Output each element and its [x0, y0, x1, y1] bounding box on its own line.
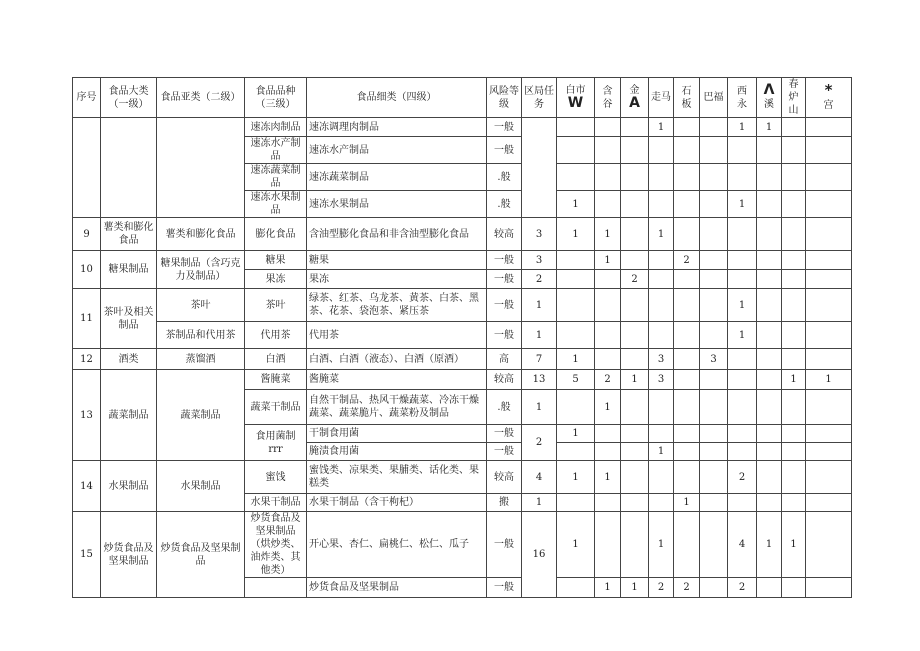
xiyong-cell: 1 — [728, 118, 757, 137]
risk-cell: .般 — [487, 164, 522, 191]
last-cell — [806, 494, 852, 512]
risk-cell: 搬 — [487, 494, 522, 512]
hangu-cell — [595, 425, 621, 443]
bafu-cell — [700, 370, 728, 390]
shiban-cell: 2 — [674, 251, 700, 270]
variety-cell: 代用茶 — [245, 322, 307, 349]
jin-cell — [621, 461, 649, 494]
bafu-cell — [700, 270, 728, 289]
shiban-cell — [674, 390, 700, 425]
last-cell — [806, 137, 852, 164]
zouma-cell: 3 — [649, 349, 674, 370]
jin-cell — [621, 494, 649, 512]
last-cell — [806, 218, 852, 251]
col-risk-level: 风险等级 — [487, 78, 522, 118]
seq-cell: 15 — [73, 512, 101, 598]
zouma-cell — [649, 191, 674, 218]
xiyong-cell — [728, 425, 757, 443]
hangu-cell — [595, 289, 621, 322]
zouma-cell: 3 — [649, 370, 674, 390]
bafu-cell — [700, 218, 728, 251]
chunlu-cell: 1 — [782, 370, 806, 390]
bafu-cell — [700, 164, 728, 191]
lanxi-cell — [757, 191, 782, 218]
major-cell: 薯类和膨化食品 — [101, 218, 157, 251]
chunlu-cell — [782, 390, 806, 425]
lanxi-cell — [757, 425, 782, 443]
chunlu-cell — [782, 164, 806, 191]
lanxi-cell — [757, 494, 782, 512]
variety-cell: 炒货食品及坚果制品（烘炒类、油炸类、其他类） — [245, 512, 307, 578]
table-row — [73, 251, 882, 270]
variety-cell: 蜜饯 — [245, 461, 307, 494]
bafu-cell — [700, 191, 728, 218]
chunlu-cell — [782, 461, 806, 494]
shiban-cell — [674, 349, 700, 370]
jin-cell — [621, 322, 649, 349]
detail-cell: 速冻水果制品 — [307, 191, 487, 218]
major-cell: 炒货食品及坚果制品 — [101, 512, 157, 598]
xiyong-cell — [728, 137, 757, 164]
jin-cell: 2 — [621, 270, 649, 289]
chunlu-cell — [782, 322, 806, 349]
detail-cell: 腌渍食用菌 — [307, 443, 487, 461]
baishi-cell — [557, 118, 595, 137]
shiban-cell — [674, 289, 700, 322]
major-cell: 蔬菜制品 — [101, 370, 157, 461]
risk-cell: 高 — [487, 349, 522, 370]
hangu-cell: 1 — [595, 461, 621, 494]
table-row — [73, 349, 882, 370]
risk-cell: 一般 — [487, 118, 522, 137]
seq-cell: 10 — [73, 251, 101, 289]
sub-cell: 薯类和膨化食品 — [157, 218, 245, 251]
xiyong-cell: 1 — [728, 322, 757, 349]
chunlu-cell — [782, 443, 806, 461]
district-cell: 1 — [522, 390, 557, 425]
zouma-cell: 1 — [649, 443, 674, 461]
sub-cell: 炒货食品及坚果制品 — [157, 512, 245, 598]
last-cell — [806, 425, 852, 443]
bafu-cell — [700, 251, 728, 270]
shiban-cell — [674, 443, 700, 461]
hangu-cell — [595, 191, 621, 218]
baishi-cell — [557, 137, 595, 164]
zouma-cell — [649, 289, 674, 322]
chunlu-cell — [782, 270, 806, 289]
jin-cell — [621, 137, 649, 164]
last-cell — [806, 164, 852, 191]
bafu-cell — [700, 461, 728, 494]
bafu-cell — [700, 118, 728, 137]
col-detail: 食品细类（四级） — [307, 78, 487, 118]
detail-cell: 干制食用菌 — [307, 425, 487, 443]
baishi-cell: 1 — [557, 512, 595, 578]
lanxi-cell — [757, 164, 782, 191]
hangu-cell: 2 — [595, 370, 621, 390]
baishi-cell: 1 — [557, 191, 595, 218]
lanxi-cell — [757, 137, 782, 164]
bafu-cell — [700, 137, 728, 164]
baishi-cell: 5 — [557, 370, 595, 390]
baishi-cell — [557, 443, 595, 461]
bafu-cell — [700, 390, 728, 425]
baishi-cell — [557, 270, 595, 289]
district-cell: 2 — [522, 425, 557, 461]
col-chunlu: 春炉山 — [782, 78, 806, 118]
chunlu-cell — [782, 289, 806, 322]
jin-cell — [621, 425, 649, 443]
chunlu-cell — [782, 191, 806, 218]
chunlu-cell — [782, 251, 806, 270]
table-row — [73, 289, 882, 322]
xiyong-cell — [728, 443, 757, 461]
chunlu-cell: 1 — [782, 512, 806, 578]
seq-cell: 14 — [73, 461, 101, 512]
chunlu-cell — [782, 118, 806, 137]
col-bafu: 巴福 — [700, 78, 728, 118]
xiyong-cell — [728, 251, 757, 270]
lanxi-cell — [757, 289, 782, 322]
xiyong-cell: 2 — [728, 578, 757, 598]
col-lanxi: Λ 溪 — [757, 78, 782, 118]
hangu-cell — [595, 137, 621, 164]
variety-cell: 膨化食品 — [245, 218, 307, 251]
zouma-cell — [649, 270, 674, 289]
risk-cell: 较高 — [487, 461, 522, 494]
zouma-cell: 1 — [649, 218, 674, 251]
col-seq: 序号 — [73, 78, 101, 118]
detail-cell: 速冻蔬菜制品 — [307, 164, 487, 191]
xiyong-cell: 2 — [728, 461, 757, 494]
lanxi-cell — [757, 578, 782, 598]
jin-cell — [621, 191, 649, 218]
variety-cell: 茶叶 — [245, 289, 307, 322]
shiban-cell — [674, 191, 700, 218]
detail-cell: 糖果 — [307, 251, 487, 270]
detail-cell: 炒货食品及坚果制品 — [307, 578, 487, 598]
baishi-cell — [557, 390, 595, 425]
chunlu-cell — [782, 578, 806, 598]
food-sampling-table — [72, 77, 882, 598]
baishi-cell — [557, 578, 595, 598]
baishi-cell — [557, 289, 595, 322]
zouma-cell: 2 — [649, 578, 674, 598]
lanxi-cell — [757, 349, 782, 370]
jin-cell — [621, 164, 649, 191]
variety-cell: 速冻肉制品 — [245, 118, 307, 137]
hangu-cell — [595, 164, 621, 191]
risk-cell: .般 — [487, 191, 522, 218]
detail-cell: 速冻水产制品 — [307, 137, 487, 164]
seq-cell: 12 — [73, 349, 101, 370]
jin-cell: 1 — [621, 370, 649, 390]
lanxi-cell — [757, 218, 782, 251]
hangu-cell — [595, 322, 621, 349]
hangu-cell — [595, 349, 621, 370]
detail-cell: 酱腌菜 — [307, 370, 487, 390]
detail-cell: 含油型膨化食品和非含油型膨化食品 — [307, 218, 487, 251]
last-cell — [806, 461, 852, 494]
detail-cell: 白酒、白酒（液态）、白酒（原酒） — [307, 349, 487, 370]
zouma-cell — [649, 137, 674, 164]
sub-cell: 蔬菜制品 — [157, 370, 245, 461]
detail-cell: 果冻 — [307, 270, 487, 289]
district-cell: 1 — [522, 289, 557, 322]
table-row — [73, 512, 882, 578]
variety-cell: 糖果 — [245, 251, 307, 270]
zouma-cell: 1 — [649, 118, 674, 137]
col-variety: 食品品种（三级） — [245, 78, 307, 118]
col-hangu: 含 谷 — [595, 78, 621, 118]
bafu-cell — [700, 322, 728, 349]
risk-cell: 一般 — [487, 512, 522, 578]
last-cell — [806, 270, 852, 289]
xiyong-cell — [728, 370, 757, 390]
jin-cell — [621, 443, 649, 461]
hangu-cell — [595, 443, 621, 461]
major-cell: 糖果制品 — [101, 251, 157, 289]
sub-cell: 糖果制品（含巧克力及制品） — [157, 251, 245, 289]
col-xiyong: 西 永 — [728, 78, 757, 118]
hangu-cell: 1 — [595, 390, 621, 425]
last-cell — [806, 191, 852, 218]
xiyong-cell: 1 — [728, 289, 757, 322]
district-cell: 7 — [522, 349, 557, 370]
baishi-cell — [557, 322, 595, 349]
table-row — [73, 461, 882, 494]
district-cell: 13 — [522, 370, 557, 390]
last-cell — [806, 390, 852, 425]
lanxi-cell — [757, 270, 782, 289]
chunlu-cell — [782, 218, 806, 251]
shiban-cell — [674, 370, 700, 390]
detail-cell: 代用茶 — [307, 322, 487, 349]
lanxi-cell — [757, 370, 782, 390]
last-cell — [806, 512, 852, 578]
seq-cell — [73, 118, 101, 218]
variety-cell: 蔬菜干制品 — [245, 390, 307, 425]
header-row — [73, 78, 882, 118]
risk-cell: 较高 — [487, 218, 522, 251]
table-row — [73, 322, 882, 349]
bafu-cell — [700, 289, 728, 322]
xiyong-cell: 1 — [728, 191, 757, 218]
bafu-cell — [700, 494, 728, 512]
zouma-cell: 1 — [649, 512, 674, 578]
seq-cell: 13 — [73, 370, 101, 461]
shiban-cell — [674, 118, 700, 137]
shiban-cell — [674, 322, 700, 349]
sub-cell: 茶叶 — [157, 289, 245, 322]
zouma-cell — [649, 164, 674, 191]
hangu-cell — [595, 270, 621, 289]
lanxi-cell: 1 — [757, 512, 782, 578]
shiban-cell — [674, 425, 700, 443]
zouma-cell — [649, 251, 674, 270]
risk-cell: 一般 — [487, 578, 522, 598]
lanxi-cell — [757, 390, 782, 425]
zouma-cell — [649, 494, 674, 512]
hangu-cell: 1 — [595, 218, 621, 251]
jin-cell — [621, 349, 649, 370]
district-cell: 1 — [522, 494, 557, 512]
hangu-cell — [595, 118, 621, 137]
hangu-cell: 1 — [595, 251, 621, 270]
table-row — [73, 218, 882, 251]
last-cell — [806, 289, 852, 322]
last-cell — [806, 578, 852, 598]
baishi-cell — [557, 494, 595, 512]
col-jin: 金 A — [621, 78, 649, 118]
variety-cell: 果冻 — [245, 270, 307, 289]
detail-cell: 开心果、杏仁、扁桃仁、松仁、瓜子 — [307, 512, 487, 578]
risk-cell: 一般 — [487, 289, 522, 322]
bafu-cell — [700, 512, 728, 578]
sub-cell — [157, 118, 245, 218]
sub-cell: 茶制品和代用茶 — [157, 322, 245, 349]
col-last: * 宫 — [806, 78, 852, 118]
district-cell — [522, 118, 557, 218]
baishi-cell — [557, 164, 595, 191]
risk-cell: 较高 — [487, 370, 522, 390]
xiyong-cell — [728, 218, 757, 251]
lanxi-cell: 1 — [757, 118, 782, 137]
major-cell: 茶叶及相关制品 — [101, 289, 157, 349]
district-cell: 3 — [522, 251, 557, 270]
baishi-cell: 1 — [557, 461, 595, 494]
last-cell — [806, 349, 852, 370]
last-cell — [806, 443, 852, 461]
detail-cell: 自然干制品、热风干燥蔬菜、冷冻干燥蔬菜、蔬菜脆片、蔬菜粉及制品 — [307, 390, 487, 425]
district-cell: 16 — [522, 512, 557, 598]
baishi-cell — [557, 251, 595, 270]
variety-cell: 速冻水产制品 — [245, 137, 307, 164]
col-baishi: 白市 W — [557, 78, 595, 118]
table-row — [73, 370, 882, 390]
baishi-cell: 1 — [557, 425, 595, 443]
zouma-cell — [649, 425, 674, 443]
last-cell: 1 — [806, 370, 852, 390]
district-cell: 4 — [522, 461, 557, 494]
variety-cell: 酱腌菜 — [245, 370, 307, 390]
shiban-cell: 2 — [674, 578, 700, 598]
variety-cell: 食用菌制 rrr — [245, 425, 307, 461]
col-district-task: 区局任务 — [522, 78, 557, 118]
col-shiban: 石 板 — [674, 78, 700, 118]
risk-cell: .般 — [487, 390, 522, 425]
jin-cell — [621, 390, 649, 425]
seq-cell: 11 — [73, 289, 101, 349]
jin-cell — [621, 289, 649, 322]
shiban-cell — [674, 461, 700, 494]
baishi-cell: 1 — [557, 349, 595, 370]
hangu-cell — [595, 512, 621, 578]
chunlu-cell — [782, 494, 806, 512]
last-cell — [806, 118, 852, 137]
detail-cell: 速冻调理肉制品 — [307, 118, 487, 137]
bafu-cell — [700, 443, 728, 461]
shiban-cell — [674, 512, 700, 578]
risk-cell: 一般 — [487, 322, 522, 349]
xiyong-cell — [728, 270, 757, 289]
xiyong-cell — [728, 164, 757, 191]
col-sub-category: 食品亚类（二级） — [157, 78, 245, 118]
table-row — [73, 118, 882, 137]
xiyong-cell — [728, 494, 757, 512]
jin-cell — [621, 118, 649, 137]
chunlu-cell — [782, 349, 806, 370]
lanxi-cell — [757, 443, 782, 461]
xiyong-cell — [728, 390, 757, 425]
baishi-cell: 1 — [557, 218, 595, 251]
bafu-cell — [700, 425, 728, 443]
hangu-cell: 1 — [595, 578, 621, 598]
variety-cell: 速冻水果制品 — [245, 191, 307, 218]
chunlu-cell — [782, 137, 806, 164]
jin-cell: 1 — [621, 578, 649, 598]
last-cell — [806, 322, 852, 349]
shiban-cell: 1 — [674, 494, 700, 512]
lanxi-cell — [757, 251, 782, 270]
zouma-cell — [649, 461, 674, 494]
shiban-cell — [674, 164, 700, 191]
hangu-cell — [595, 494, 621, 512]
risk-cell: 一般 — [487, 443, 522, 461]
risk-cell: 一般 — [487, 425, 522, 443]
xiyong-cell — [728, 349, 757, 370]
major-cell — [101, 118, 157, 218]
risk-cell: 一般 — [487, 270, 522, 289]
shiban-cell — [674, 270, 700, 289]
lanxi-cell — [757, 461, 782, 494]
xiyong-cell: 4 — [728, 512, 757, 578]
zouma-cell — [649, 390, 674, 425]
chunlu-cell — [782, 425, 806, 443]
detail-cell: 绿茶、红茶、乌龙茶、黄茶、白茶、黑茶、花茶、袋泡茶、紧压茶 — [307, 289, 487, 322]
risk-cell: 一般 — [487, 251, 522, 270]
variety-cell: 水果干制品 — [245, 494, 307, 512]
district-cell: 1 — [522, 322, 557, 349]
jin-cell — [621, 218, 649, 251]
shiban-cell — [674, 137, 700, 164]
jin-cell — [621, 251, 649, 270]
bafu-cell: 3 — [700, 349, 728, 370]
detail-cell: 蜜饯类、凉果类、果脯类、话化类、果糕类 — [307, 461, 487, 494]
district-cell: 3 — [522, 218, 557, 251]
major-cell: 酒类 — [101, 349, 157, 370]
sub-cell: 水果制品 — [157, 461, 245, 512]
variety-cell: 白酒 — [245, 349, 307, 370]
detail-cell: 水果干制品（含干枸杞） — [307, 494, 487, 512]
district-cell: 2 — [522, 270, 557, 289]
variety-cell — [245, 578, 307, 598]
major-cell: 水果制品 — [101, 461, 157, 512]
risk-cell: 一般 — [487, 137, 522, 164]
bafu-cell — [700, 578, 728, 598]
seq-cell: 9 — [73, 218, 101, 251]
zouma-cell — [649, 322, 674, 349]
jin-cell — [621, 512, 649, 578]
lanxi-cell — [757, 322, 782, 349]
shiban-cell — [674, 218, 700, 251]
last-cell — [806, 251, 852, 270]
sub-cell: 蒸馏酒 — [157, 349, 245, 370]
col-zouma: 走马 — [649, 78, 674, 118]
variety-cell: 速冻蔬菜制品 — [245, 164, 307, 191]
col-major-category: 食品大类（一级） — [101, 78, 157, 118]
